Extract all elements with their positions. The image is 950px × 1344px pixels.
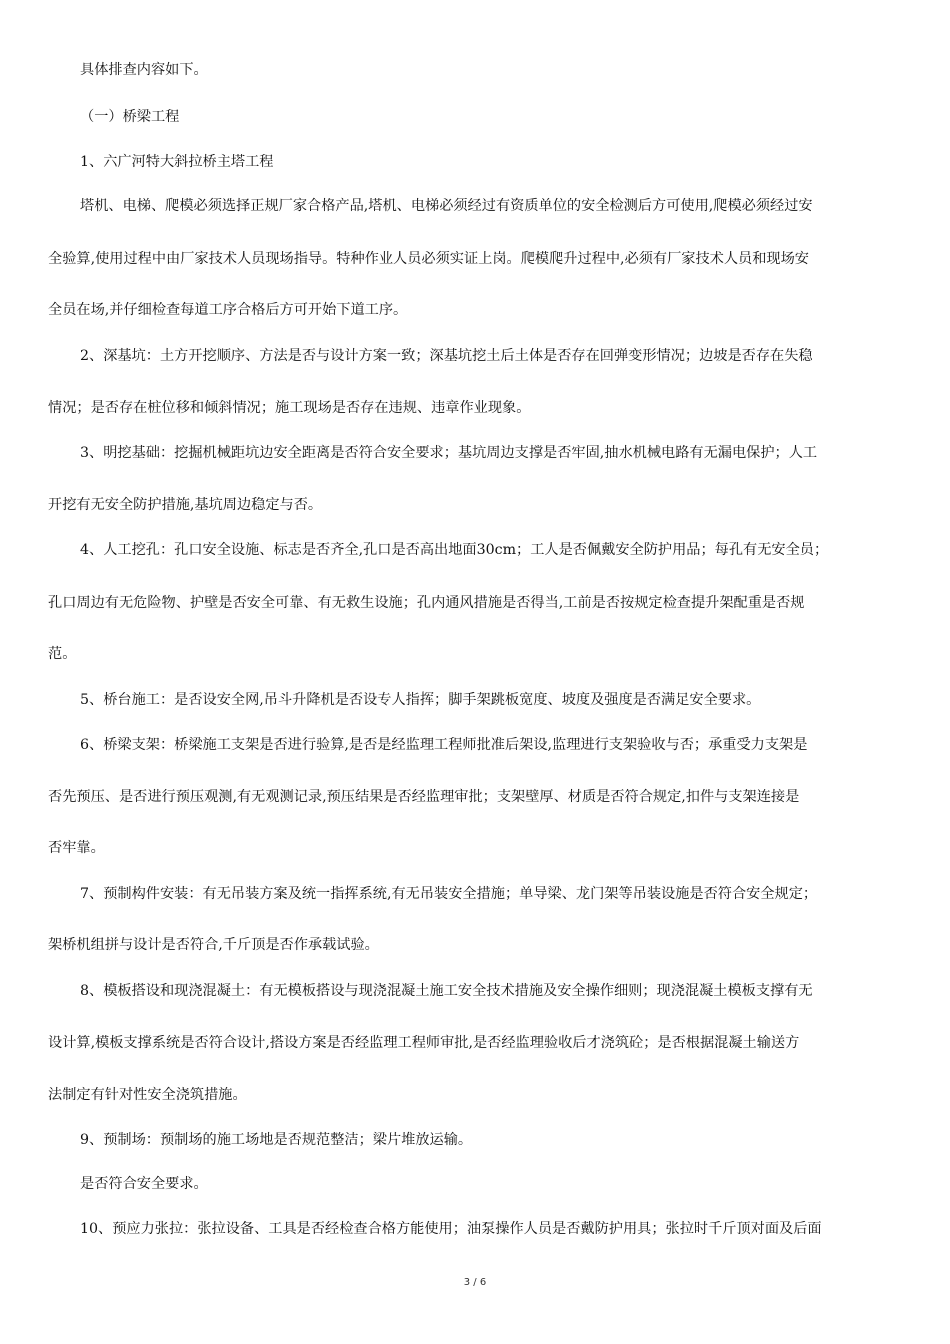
intro-text: 具体排查内容如下。 [80,62,208,78]
item-3-line: 3、明挖基础：挖掘机械距坑边安全距离是否符合安全要求；基坑周边支撑是否牢固,抽水机械电路有无漏电保护；人工 [80,445,818,461]
item-4-line: 4、人工挖孔：孔口安全设施、标志是否齐全,孔口是否高出地面30cm；工人是否佩戴安全防护用品；每孔有无安全员； [80,542,829,558]
page-number: 3 / 6 [463,1277,487,1288]
item-10-line: 10、预应力张拉：张拉设备、工具是否经检查合格方能使用；油泵操作人员是否戴防护用具；张拉时千斤顶对面及后面 [80,1221,822,1237]
item-9-line: 是否符合安全要求。 [80,1176,208,1192]
item-6-line: 否先预压、是否进行预压观测,有无观测记录,预压结果是否经监理审批；支架壁厚、材质是否符合规定,扣件与支架连接是 [48,789,800,805]
item-6-line: 否牢靠。 [48,840,105,856]
item-1-line: 全验算,使用过程中由厂家技术人员现场指导。特种作业人员必须实证上岗。爬模爬升过程中,必须有厂家技术人员和现场安 [48,251,809,267]
item-6-line: 6、桥梁支架：桥梁施工支架是否进行验算,是否是经监理工程师批准后架设,监理进行支架验收与否；承重受力支架是 [80,737,808,753]
item-1-line: 全员在场,并仔细检查每道工序合格后方可开始下道工序。 [48,302,408,318]
item-8-line: 8、模板搭设和现浇混凝土：有无模板搭设与现浇混凝土施工安全技术措施及安全操作细则；现浇混凝土模板支撑有无 [80,983,813,999]
item-5-line: 5、桥台施工：是否设安全网,吊斗升降机是否设专人指挥；脚手架跳板宽度、坡度及强度是否满足安全要求。 [80,692,761,708]
item-2-line: 2、深基坑：土方开挖顺序、方法是否与设计方案一致；深基坑挖土后土体是否存在回弹变形情况；边坡是否存在失稳 [80,348,813,364]
item-8-line: 设计算,模板支撑系统是否符合设计,搭设方案是否经监理工程师审批,是否经监理验收后才浇筑砼；是否根据混凝土输送方 [48,1035,800,1051]
item-4-line: 范。 [48,646,77,662]
item-2-line: 情况；是否存在桩位移和倾斜情况；施工现场是否存在违规、违章作业现象。 [48,400,531,416]
item-4-line: 孔口周边有无危险物、护壁是否安全可靠、有无救生设施；孔内通风措施是否得当,工前是否按规定检查提升架配重是否规 [48,595,805,611]
item-1-line: 塔机、电梯、爬模必须选择正规厂家合格产品,塔机、电梯必须经过有资质单位的安全检测后方可使用,爬模必须经过安 [80,198,813,214]
item-1-heading: 1、六广河特大斜拉桥主塔工程 [80,154,274,170]
item-7-line: 7、预制构件安装：有无吊装方案及统一指挥系统,有无吊装安全措施；单导梁、龙门架等吊装设施是否符合安全规定； [80,886,818,902]
item-8-line: 法制定有针对性安全浇筑措施。 [48,1087,247,1103]
item-7-line: 架桥机组拼与设计是否符合,千斤顶是否作承载试验。 [48,937,379,953]
item-3-line: 开挖有无安全防护措施,基坑周边稳定与否。 [48,497,323,513]
section-title: （一）桥梁工程 [80,109,180,125]
item-9-line: 9、预制场：预制场的施工场地是否规范整洁；梁片堆放运输。 [80,1132,473,1148]
